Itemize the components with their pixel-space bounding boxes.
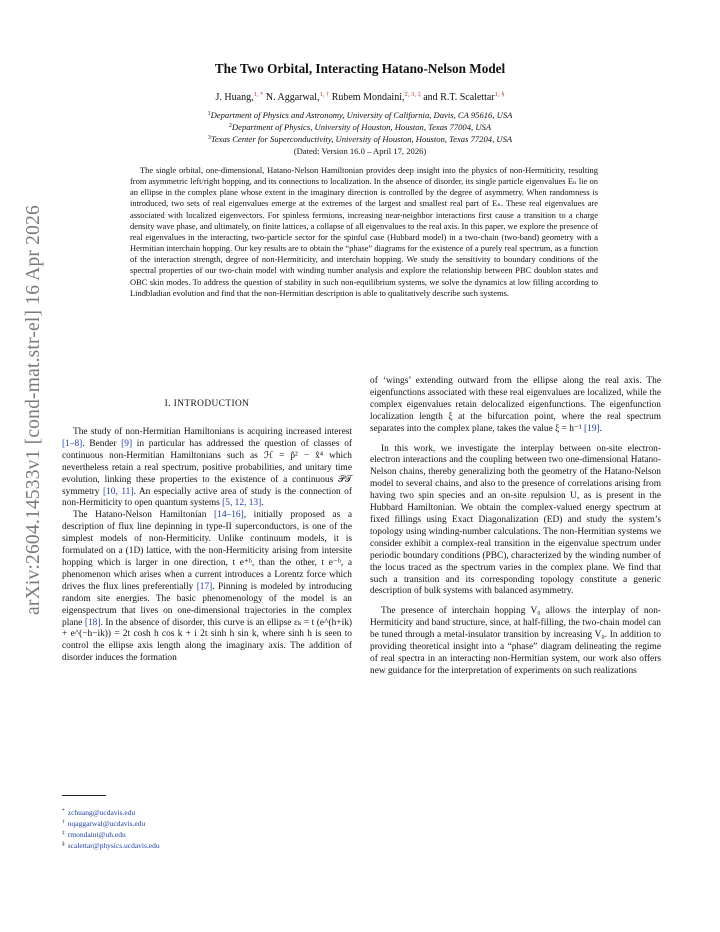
email-link[interactable]: scalettar@physics.ucdavis.edu <box>67 841 160 850</box>
affiliation: $^3$Texas Center for Superconductivity, University of Houston, Houston, Texas 77204, USA <box>207 134 513 144</box>
footnote: * zchuang@ucdavis.edu <box>62 808 136 817</box>
arxiv-sidebar <box>14 170 54 650</box>
footnote: § scalettar@physics.ucdavis.edu <box>62 841 160 850</box>
abstract: The single orbital, one-dimensional, Hatano-Nelson Hamiltonian provides deep insight into the physics of non-Hermiticity, resulting from asymmetric left/right hopping, and its connections to localization. In the absence of disorder, its single particle eigenvalues Eₙ lie on an ellipse in the complex plane whose extent in the imaginary direction is controlled by the degree of asymmetry. When randomness is introduced, two sets of real eigenvalues emerge at the extremes of the largest and smallest real part of Eₙ. These real eigenvalues are associated with localized eigenvectors. For spinless fermions, increasing near-neighbor interactions first cause a transition to a charge density wave phase, and ultimately, on finite lattices, a collapse of all eigenvalues to the real axis. In this paper, we explore the presence of real eigenvalues in the interacting, two-particle sector for the spinful case (Hubbard model) in a two-chain (two-band) geometry with a Hermitian interchain hopping. Our key results are to obtain the “phase” diagrams for the existence of a purely real spectrum, as a function of the interaction strength, degree of non-Hermiticity, and interchain hopping. We study the sensitivity to boundary conditions of the spectral properties of our two-chain model with winding number analysis and explore the relationship between PBC doublon states and OBC skin modes. To address the question of stability in such non-equilibrium systems, we solve the dynamics at low filling according to Lindbladian evolution and find that the non-Hermitian description is able to qualitatively describe such systems. <box>130 165 598 298</box>
footnote: ‡ rmondaini@uh.edu <box>62 830 126 839</box>
author-mark: 2, 3, ‡ <box>404 91 421 98</box>
author-name: J. Huang, <box>215 92 254 103</box>
paragraph: The study of non-Hermitian Hamiltonians is acquiring increased interest [1–8]. Bender [9] in particular has addressed the question of classes of continuous non-Hermitian Hamiltonians such as ℋ = p̂² − x̂⁴ which nevertheless retain a real spectrum, positive probabilities, and unitary time evolution, linking these properties to the existence of a continuous 𝒫𝒯 symmetry [10, 11]. An especially active area of study is the connection of non-Hermiticity to open quantum systems [5, 12, 13]. <box>62 427 353 509</box>
citation-link[interactable]: [5, 12, 13] <box>222 498 262 509</box>
section-heading: I. INTRODUCTION <box>164 399 250 409</box>
author-list <box>0 91 720 103</box>
citation-link[interactable]: [19] <box>584 423 600 434</box>
paragraph: In this work, we investigate the interplay between on-site electron-electron interactions and the coupling between two one-dimensional Hatano-Nelson chains, thereby generalizing both the geometry of the Hatano-Nelson model to several chains, and also to the presence of correlations arising from having two spin species and an on-site repulsion U, as is present in the Hubbard Hamiltonian. We obtain the complex-valued energy spectrum at fixed fillings using Exact Diagonalization (ED) and study the system’s topology using winding-number calculations. The non-Hermitian systems we consider exhibit a complex-real transition in the eigenvalue spectrum under periodic boundary conditions (PBC), characterized by the winding number of the locus traced as the spectrum varies in the complex plane. We find that such a transition and its corresponding topology constitute a generic description of bulk systems with balanced asymmetry. <box>370 443 661 597</box>
citation-link[interactable]: [18] <box>84 617 101 628</box>
left-column <box>62 427 352 665</box>
author-mark: 1, * <box>253 91 264 98</box>
email-link[interactable]: rmondaini@uh.edu <box>67 830 126 839</box>
paragraph: The Hatano-Nelson Hamiltonian [14–16], initially proposed as a description of flux line depinning in type-II superconductors, is one of the simplest models of non-Hermiticity. Unlike continuum models, it is formulated on a (1D) lattice, with the non-Hermiticity arising from intersite hopping which is larger in one direction, t e⁺ʰ, than the other, t e⁻ʰ, a phenomenon which arises when a current introduces a Lorentz force which drives the flux lines preferentially [17]. Pinning is modeled by introducing random site energies. The basic phenomenology of the model is an eigenspectrum that lives on one-dimensional trajectories in the complex plane [18]. In the absence of disorder, this curve is an ellipse εₖ = t (e^(h+ik) + e^(−h−ik)) = 2t cosh h cos k + i 2t sinh h sin k, where sinh h is seen to control the ellipse axis length along the imaginary axis. The addition of disorder induces the formation <box>62 510 352 664</box>
footnote-divider <box>62 795 106 796</box>
author-mark: 1, † <box>319 91 330 98</box>
email-link[interactable]: nqaggarwal@ucdavis.edu <box>67 819 146 828</box>
paragraph: The presence of interchain hopping V₀ allows the interplay of non-Hermiticity and band structure, since, at half-filling, the two-chain model can be tuned through a metal-insulator transition by increasing V₀. In addition to providing theoretical insight into a “phase” diagram delineating the regime of real spectra in an interacting non-Hermitian system, our work also offers new guidance for the interpretation of experiments on such realizations <box>370 606 661 676</box>
affiliation: $^1$Department of Physics and Astronomy, University of California, Davis, CA 95616, USA <box>207 110 513 120</box>
citation-link[interactable]: [9] <box>121 438 133 449</box>
author-name: Rubem Mondaini, <box>331 92 405 103</box>
author-name: R.T. Scalettar <box>440 92 495 103</box>
dated-line: (Dated: Version 16.0 – April 17, 2026) <box>293 146 427 156</box>
footnote: † nqaggarwal@ucdavis.edu <box>62 819 146 828</box>
citation-link[interactable]: [14–16] <box>214 510 244 521</box>
right-column <box>370 376 661 678</box>
paper-title: The Two Orbital, Interacting Hatano-Nelson Model <box>214 61 506 76</box>
citation-link[interactable]: [1–8] <box>62 438 83 449</box>
author-name: N. Aggarwal, <box>265 92 320 103</box>
arxiv-identifier: arXiv:2604.14533v1 [cond-mat.str-el] 16 Apr 2026 <box>23 205 44 615</box>
author-mark: 1, § <box>494 91 505 98</box>
paragraph: of ‘wings’ extending outward from the ellipse along the real axis. The eigenfunctions associated with these real eigenvalues are localized, while the complex eigenvalues retain delocalized eigenfunctions. The eigenfunction localization length ξ at the bifurcation point, where the real spectrum separates into the complex plane, takes the value ξ = h⁻¹ [19]. <box>370 376 661 434</box>
author-conjunction: and <box>423 92 438 103</box>
citation-link[interactable]: [17] <box>196 581 213 592</box>
citation-link[interactable]: [10, 11] <box>103 486 134 497</box>
email-link[interactable]: zchuang@ucdavis.edu <box>67 808 136 817</box>
affiliation: $^2$Department of Physics, University of Houston, Houston, Texas 77004, USA <box>228 122 492 132</box>
